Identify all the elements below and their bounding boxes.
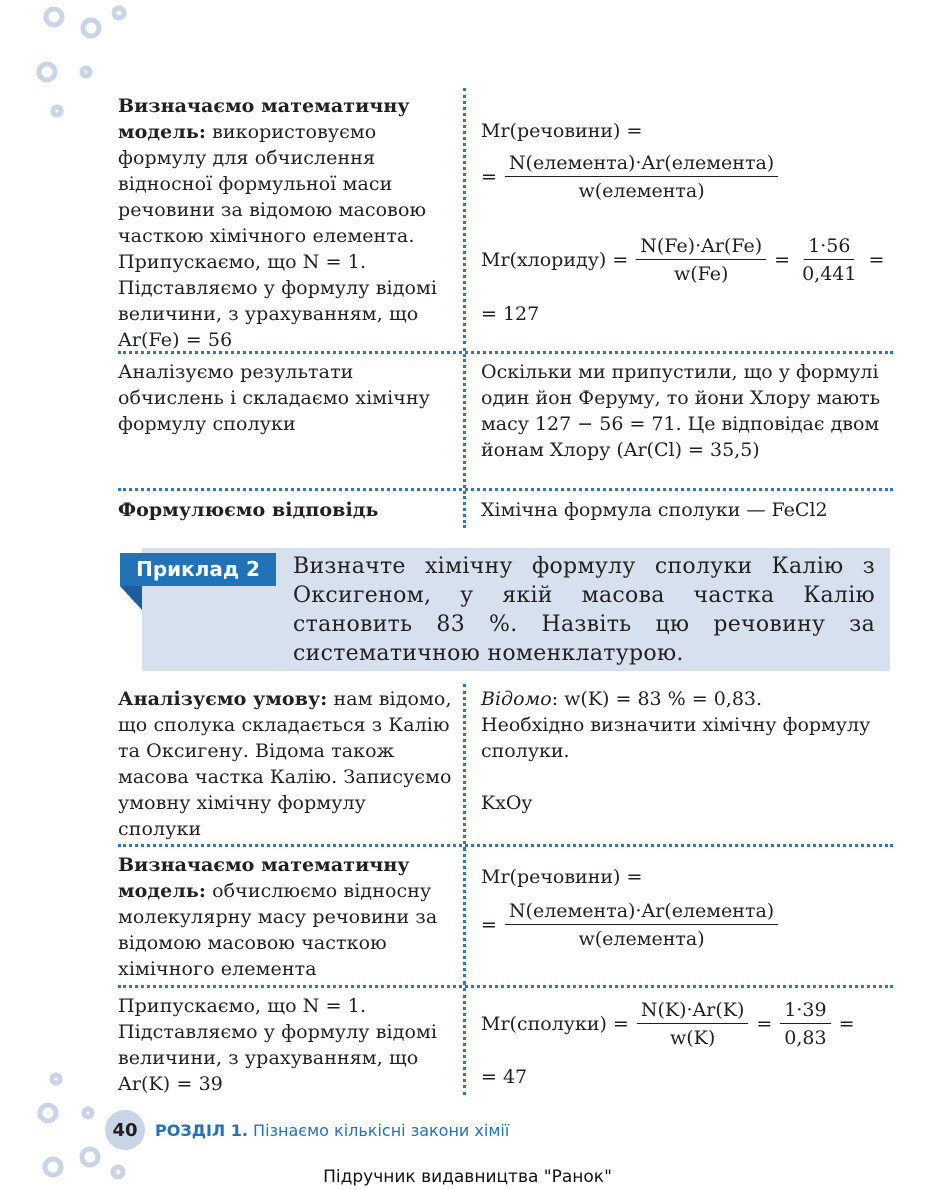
solution-row-condition [118,684,893,844]
row6-left: Припускаємо, що N = 1. Підставляємо у формулу відомі величини, з урахуванням, що Ar(K) = 39 [118,995,438,1095]
row4-right [463,684,893,844]
formula2-fraction-values [798,234,860,286]
row1-left-text: використовуємо формулу для обчислення відносної формульної маси речовини за відомою масовою часткою хімічного елемента. Припускаємо, що N = 1. Підставляємо у формулу відомі величини, з урахуванням, що Ar(Fe) = 56 [118,121,438,351]
formula1-lhs: Mr(речовини) = [481,120,643,142]
example-text: Визначте хімічну формулу сполуки Калію з Оксигеном, у якій масова частка Калію становить 83 %. Назвіть цю речовину за систематичною номенклатурою. [293,554,875,666]
given-label: Відомо [481,688,552,710]
formula2-result: = 127 [481,303,540,325]
formula1-numerator: N(елемента)·Ar(елемента) [505,151,778,177]
row1-left-bold: Визначаємо математичну модель: [118,95,410,143]
row5-left-text: обчислюємо відносну молекулярну масу речовини за відомою масовою часткою хімічного елемента [118,880,438,980]
page-footer [105,1110,509,1150]
formula2-numerator: N(Fe)·Ar(Fe) [636,234,766,260]
formula4-result: = 47 [481,1066,528,1088]
row4-left [118,684,463,844]
formula3-numerator: N(елемента)·Ar(елемента) [505,899,778,925]
formula1-denominator: w(елемента) [578,180,705,202]
row5-left-bold: Визначаємо математичну модель: [118,854,410,902]
solution-row-math-model-2 [118,844,893,985]
row3-left [118,491,463,528]
section-title-text: Пізнаємо кількісні закони хімії [247,1120,510,1140]
formula4-fraction-values [780,998,830,1050]
row2-left: Аналізуємо результати обчислень і складаємо хімічну формулу сполуки [118,361,431,435]
section-title [155,1121,509,1140]
solution-row-substitution [118,985,893,1095]
formula3-lhs: Mr(речовини) = [481,866,643,888]
row1-left [118,88,463,351]
formula4-equation: Mr(сполуки) = $\frac{N(K)\cdot Ar(K)}{w(K)}$ = $\frac{1\cdot 39}{0,83}$ = [481,999,855,1049]
formula4-fraction [637,998,749,1050]
solution-row-answer [118,488,893,528]
formula3-fraction [505,899,778,951]
formula4-lhs: Mr(сполуки) = [481,1013,629,1035]
row5-left [118,847,463,985]
formula4-numerator: N(K)·Ar(K) [637,998,749,1024]
formula2-equation: Mr(хлориду) = $\frac{N(Fe)\cdot Ar(Fe)}{w(Fe)}$ = $\frac{1\cdot 56}{0,441}$ = [481,235,885,285]
row4-left-text: нам відомо, що сполука складається з Калію та Оксигену. Відома також масова частка Калію. Записуємо умовну хімічну формулу сполуки [118,688,452,840]
solution-row-analysis [118,351,893,488]
conditional-formula: KxOy [481,792,533,814]
example-tag-fold [120,586,142,610]
formula1-fraction [505,151,778,203]
formula3-equation: = $\frac{\text{N(елемента)·Ar(елемента)}}{\text{w(елемента)}}$ [481,899,778,951]
row3-left-bold: Формулюємо відповідь [118,499,379,521]
formula3-denominator: w(елемента) [578,928,705,950]
formula2-lhs: Mr(хлориду) = [481,249,629,271]
given-text: : w(K) = 83 % = 0,83. [551,688,763,710]
formula1-equation: = $\frac{\text{N(елемента)·Ar(елемента)}}{\text{w(елемента)}}$ [481,151,778,203]
publisher-note: Підручник видавництва "Ранок" [323,1167,612,1187]
example-tag: Приклад 2 [120,553,276,586]
need-text: Необхідно визначити хімічну формулу сполуки. [481,714,871,762]
formula4-denominator-values: 0,83 [784,1027,827,1049]
formula4-numerator-values: 1·39 [780,998,830,1024]
formula2-denominator-values: 0,441 [802,263,857,285]
given-line [481,686,893,712]
row1-right [463,88,893,351]
section-title-bold: РОЗДІЛ 1. [155,1120,248,1140]
row5-right [463,847,893,985]
formula2-numerator-values: 1·56 [804,234,854,260]
row6-right [463,988,893,1095]
row4-left-bold: Аналізуємо умову: [118,688,328,710]
row2-right: Оскільки ми припустили, що у формулі один йон Феруму, то йони Хлору мають масу 127 − 56 = 71. Це відповідає двом йонам Хлору (Ar(Cl) = 35,5) [463,354,893,488]
formula2-fraction [636,234,766,286]
row3-right: Хімічна формула сполуки — FeCl2 [463,491,893,528]
formula4-denominator: w(K) [669,1027,716,1049]
page-number: 40 [105,1110,145,1150]
solution-row-math-model [118,88,893,351]
formula2-denominator: w(Fe) [673,263,729,285]
